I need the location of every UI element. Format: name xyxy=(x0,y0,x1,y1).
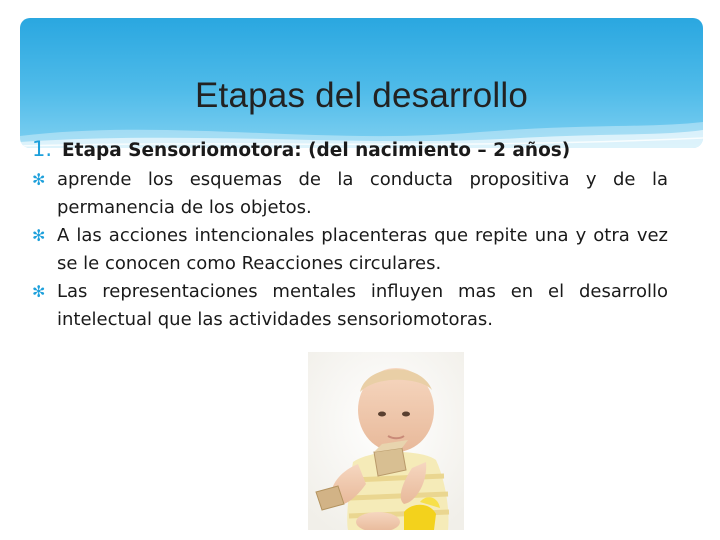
title-banner xyxy=(20,18,703,148)
asterisk-bullet-icon: ✻ xyxy=(32,226,46,245)
item-heading: Etapa Sensoriomotora: (del nacimiento – 2 años) xyxy=(62,140,571,161)
slide-content xyxy=(32,134,668,334)
list-item xyxy=(32,166,668,222)
baby-photo xyxy=(308,352,464,530)
bullet-text: aprende los esquemas de la conducta propositiva y de la permanencia de los objetos. xyxy=(57,169,668,218)
list-item xyxy=(32,278,668,334)
baby-with-block-illustration xyxy=(308,352,464,530)
bullet-text: A las acciones intencionales placenteras que repite una y otra vez se le conocen como Reacciones circulares. xyxy=(57,225,668,274)
slide-title: Etapas del desarrollo xyxy=(194,76,528,115)
asterisk-bullet-icon: ✻ xyxy=(32,170,46,189)
item-number: 1. xyxy=(32,137,53,161)
numbered-item xyxy=(32,134,668,166)
asterisk-bullet-icon: ✻ xyxy=(32,282,46,301)
bullet-list xyxy=(32,166,668,334)
list-item xyxy=(32,222,668,278)
bullet-text: Las representaciones mentales influyen mas en el desarrollo intelectual que las actividades sensoriomotoras. xyxy=(57,281,668,330)
